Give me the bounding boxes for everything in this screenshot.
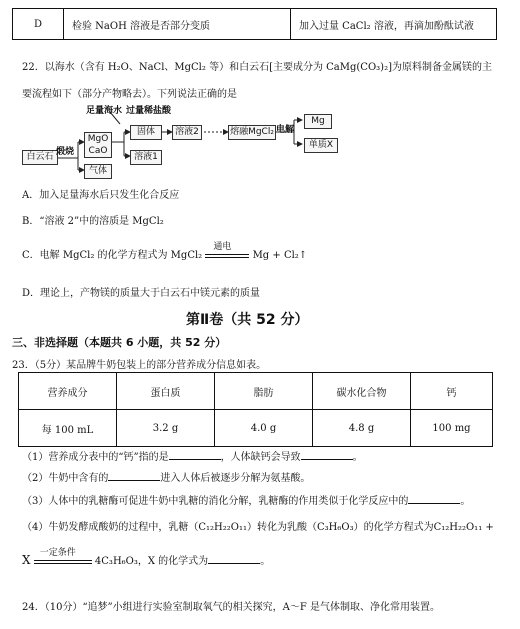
answer-blank[interactable] (108, 470, 160, 481)
q23-sub1-text-a: （1）营养成分表中的“钙”指的是 (22, 452, 169, 463)
table-header: 钙 (411, 373, 493, 410)
purpose-cell: 检验 NaOH 溶液是否部分变质 (64, 9, 291, 40)
q22-option-c-post: Mg + Cl₂↑ (252, 250, 308, 261)
section-heading: 三、非选择题（本题共 6 小题，共 52 分） (12, 336, 227, 349)
reaction-condition: 一定条件 (39, 547, 76, 558)
x-box: 单质X (304, 138, 338, 153)
reaction-arrow (34, 547, 92, 567)
q22-line1: 22．以海水（含有 H₂O、NaCl、MgCl₂ 等）和白云石[主要成分为 CaMg(CO₃)₂]为原料制备金属镁的主 (22, 62, 492, 73)
flow-arrows (20, 100, 340, 180)
reaction-arrow (205, 241, 249, 261)
q23-sub3-text-b: 。 (460, 496, 471, 507)
molten-box: 熔融MgCl₂ (228, 125, 276, 140)
q23-sub4: （4）牛奶发酵成酸奶的过程中，乳糖（C₁₂H₂₂O₁₁）转化为乳酸（C₃H₆O₃）的化学方程式为C₁₂H₂₂O₁₁ + (22, 522, 494, 533)
reaction-condition: 通电 (213, 241, 232, 252)
table-cell: 4.8 g (313, 410, 411, 447)
answer-blank[interactable] (301, 449, 353, 460)
solid-box: 固体 (130, 125, 162, 140)
equation-end: 。 (260, 556, 271, 567)
q23-sub2-text-b: 进入人体后被逐步分解为氨基酸。 (160, 473, 311, 484)
method-cell: 加入过量 CaCl₂ 溶液，再滴加酚酞试液 (291, 9, 497, 40)
q23-sub2-text-a: （2）牛奶中含有的 (22, 473, 109, 484)
answer-blank[interactable] (208, 553, 260, 564)
seawater-label: 足量海水 (86, 106, 123, 116)
q23-sub3-text-a: （3）人体中的乳糖酶可促进牛奶中乳糖的消化分解，乳糖酶的作用类似于化学反应中的 (22, 496, 409, 507)
answer-blank[interactable] (169, 449, 221, 460)
q22-option-b: B．“溶液 2”中的溶质是 MgCl₂ (22, 216, 164, 227)
answer-blank[interactable] (408, 493, 460, 504)
table-header: 营养成分 (19, 373, 117, 410)
q23-sub3 (22, 492, 470, 507)
table-cell: 每 100 mL (19, 410, 117, 447)
table-header: 蛋白质 (117, 373, 215, 410)
q23-sub1 (22, 448, 363, 463)
table-header: 脂肪 (215, 373, 313, 410)
hcl-label: 过量稀盐酸 (126, 106, 172, 116)
equation-rhs: 4C₃H₆O₃，X 的化学式为 (94, 556, 209, 567)
q23-sub1-text-c: 。 (352, 452, 363, 463)
q23-sub2 (22, 469, 310, 484)
option-cell: D (13, 9, 64, 40)
q22-option-a: A．加入足量海水后只发生化合反应 (22, 190, 180, 201)
section-title: 第Ⅱ卷（共 52 分） (186, 312, 309, 328)
q23-sub1-text-b: ，人体缺钙会导致 (220, 452, 301, 463)
q22-option-c-pre: C．电解 MgCl₂ 的化学方程式为 MgCl₂ (22, 250, 203, 261)
q23-equation (22, 547, 271, 567)
mgo-cao-box: MgO CaO (84, 132, 112, 158)
solution2-box: 溶液2 (172, 125, 202, 140)
solution1-box: 溶液1 (130, 150, 162, 165)
table-cell: 100 mg (411, 410, 493, 447)
nutrition-table (18, 372, 493, 447)
dolomite-box: 白云石 (22, 150, 58, 165)
calcine-label: 煅烧 (56, 147, 75, 157)
equation-x: X (22, 553, 31, 567)
table-header: 碳水化合物 (313, 373, 411, 410)
table-cell: 4.0 g (215, 410, 313, 447)
table-header-row (19, 373, 493, 410)
gas-box: 气体 (84, 164, 112, 179)
q22-option-c (22, 241, 308, 261)
mg-box: Mg (304, 114, 332, 129)
top-table (12, 8, 497, 40)
table-row (13, 9, 497, 40)
table-row (19, 410, 493, 447)
table-cell: 3.2 g (117, 410, 215, 447)
q22-line2: 要流程如下（部分产物略去）。下列说法正确的是 (22, 89, 237, 100)
q23-intro: 23．（5分）某品牌牛奶包装上的部分营养成分信息如表。 (12, 360, 267, 371)
electrolysis-label: 电解 (276, 125, 295, 135)
q24-text: 24．（10分）“追梦”小组进行实验室制取氧气的相关探究，A～F 是气体制取、净化常用装置。 (22, 602, 441, 613)
q22-option-d: D．理论上，产物镁的质量大于白云石中镁元素的质量 (22, 288, 261, 299)
